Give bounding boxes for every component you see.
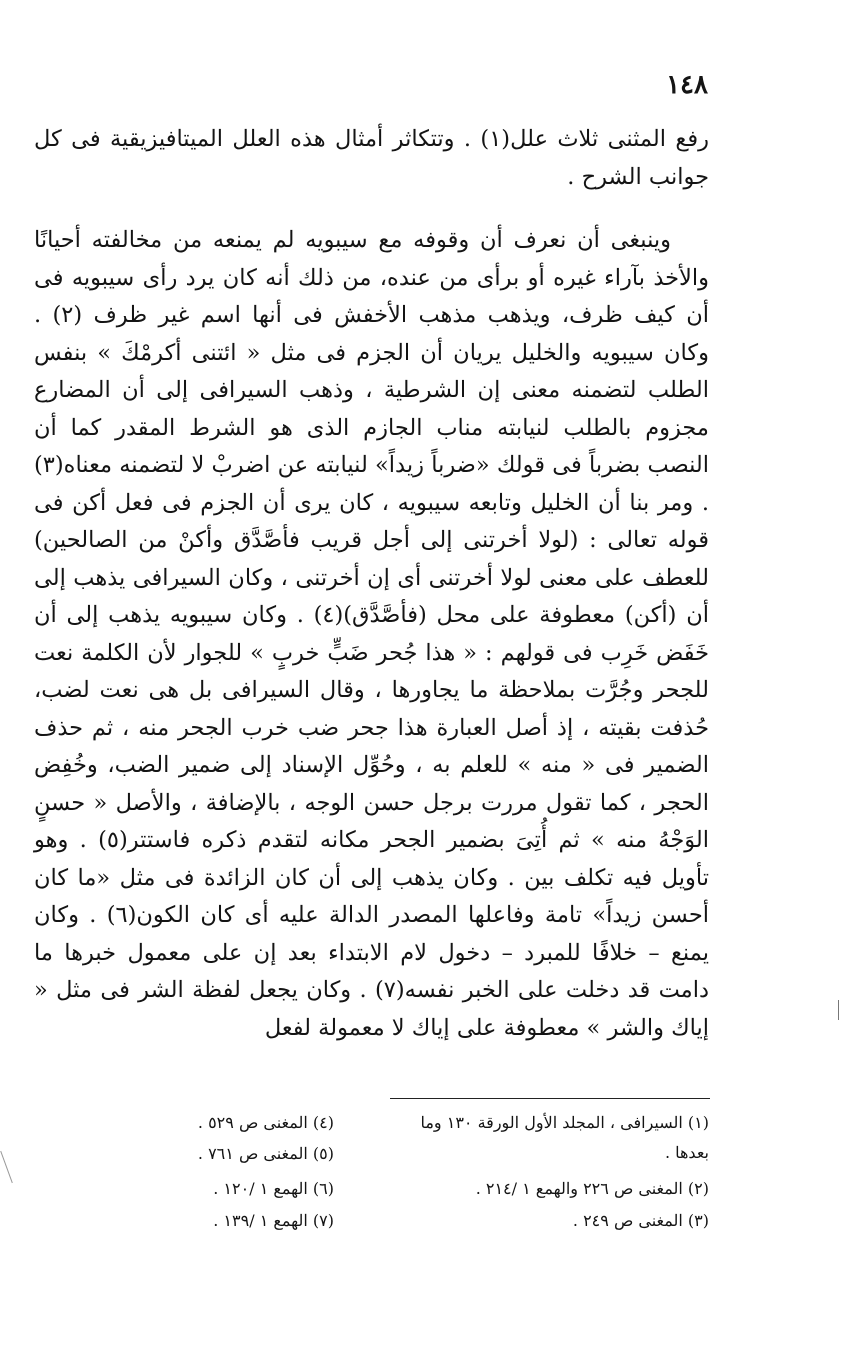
footnote-divider (390, 1098, 710, 1099)
margin-mark (838, 1000, 839, 1020)
footnote-1-continuation: بعدها . (664, 1143, 709, 1162)
footnote-6: (٦) الهمع ١ /١٢٠ . (213, 1179, 334, 1198)
paragraph: وينبغى أن نعرف أن وقوفه مع سيبويه لم يمنعه من مخالفته أحيانًا والأخذ بآراء غيره أو برأى من عنده، من ذلك أنه كان يرد رأى سيبويه فى أن كيف ظرف، ويذهب مذهب الأخفش فى أنها اسم غير ظرف (٢) . وكان سيبويه والخليل يريان أن الجزم فى مثل « ائتنى أكرمْكَ » بنفس الطلب لتضمنه معنى إن الشرطية ، وذهب السيرافى إلى أن المضارع مجزوم بالطلب لنيابته مناب الجازم الذى هو الشرط المقدر كما أن النصب بضرباً فى قولك «ضرباً زيداً» لنيابته عن اضربْ لا لتضمنه معناه(٣) . ومر بنا أن الخليل وتابعه سيبويه ، كان يرى أن الجزم فى فعل أكن فى قوله تعالى : (لولا أخرتنى إلى أجل قريب فأصَّدَّق وأكنْ من الصالحين) للعطف على معنى لولا أخرتنى أى إن أخرتنى ، وكان السيرافى يذهب إلى أن (أكن) معطوفة على محل (فأصَّدَّق)(٤) . وكان سيبويه يذهب إلى أن خَفَض خَرِب فى قولهم : « هذا جُحر ضَبٍّ خربٍ » للجوار لأن الكلمة نعت للجحر وجُرَّت بملاحظة ما يجاورها ، وقال السيرافى بل هى نعت لضب، حُذفت بقيته ، إذ أصل العبارة هذا جحر ضب خرب الجحر منه ، ثم حذف الضمير فى « منه » للعلم به ، وحُوِّل الإسناد إلى ضمير الضب، وخُفِض الحجر ، كما تقول مررت برجل حسن الوجه ، بالإضافة ، والأصل « حسنٍ الوَجْهُ منه » ثم أُتِىَ بضمير الجحر مكانه لتقدم ذكره فاستتر(٥) . وهو تأويل فيه تكلف بين . وكان يذهب إلى أن كان الزائدة فى مثل «ما كان أحسن زيداً» تامة وفاعلها المصدر الدالة عليه أى كان الكون(٦) . وكان يمنع – خلافًا للمبرد – دخول لام الابتداء بعد إن على معمول خبرها ما دامت قد دخلت على الخبر نفسه(٧) . وكان يجعل لفظة الشر فى مثل « إياك والشر » معطوفة على إياك لا معمولة لفعل (34, 227, 710, 1041)
footnote-4: (٤) المغنى ص ٥٢٩ . (197, 1113, 334, 1132)
margin-mark (0, 1151, 13, 1183)
footnote-7: (٧) الهمع ١ /١٣٩ . (213, 1211, 334, 1230)
footnote-2: (٢) المغنى ص ٢٢٦ والهمع ١ /٢١٤ . (475, 1179, 709, 1198)
footnote-1: (١) السيرافى ، المجلد الأول الورقة ١٣٠ وما (420, 1113, 709, 1132)
footnote-5: (٥) المغنى ص ٧٦١ . (197, 1144, 334, 1163)
footnote-3: (٣) المغنى ص ٢٤٩ . (572, 1211, 709, 1230)
paragraph: رفع المثنى ثلاث علل(١) . وتتكاثر أمثال هذه العلل الميتافيزيقية فى كل جوانب الشرح . (34, 126, 709, 190)
page-number: ١٤٨ (666, 70, 708, 100)
main-text (34, 121, 709, 1047)
